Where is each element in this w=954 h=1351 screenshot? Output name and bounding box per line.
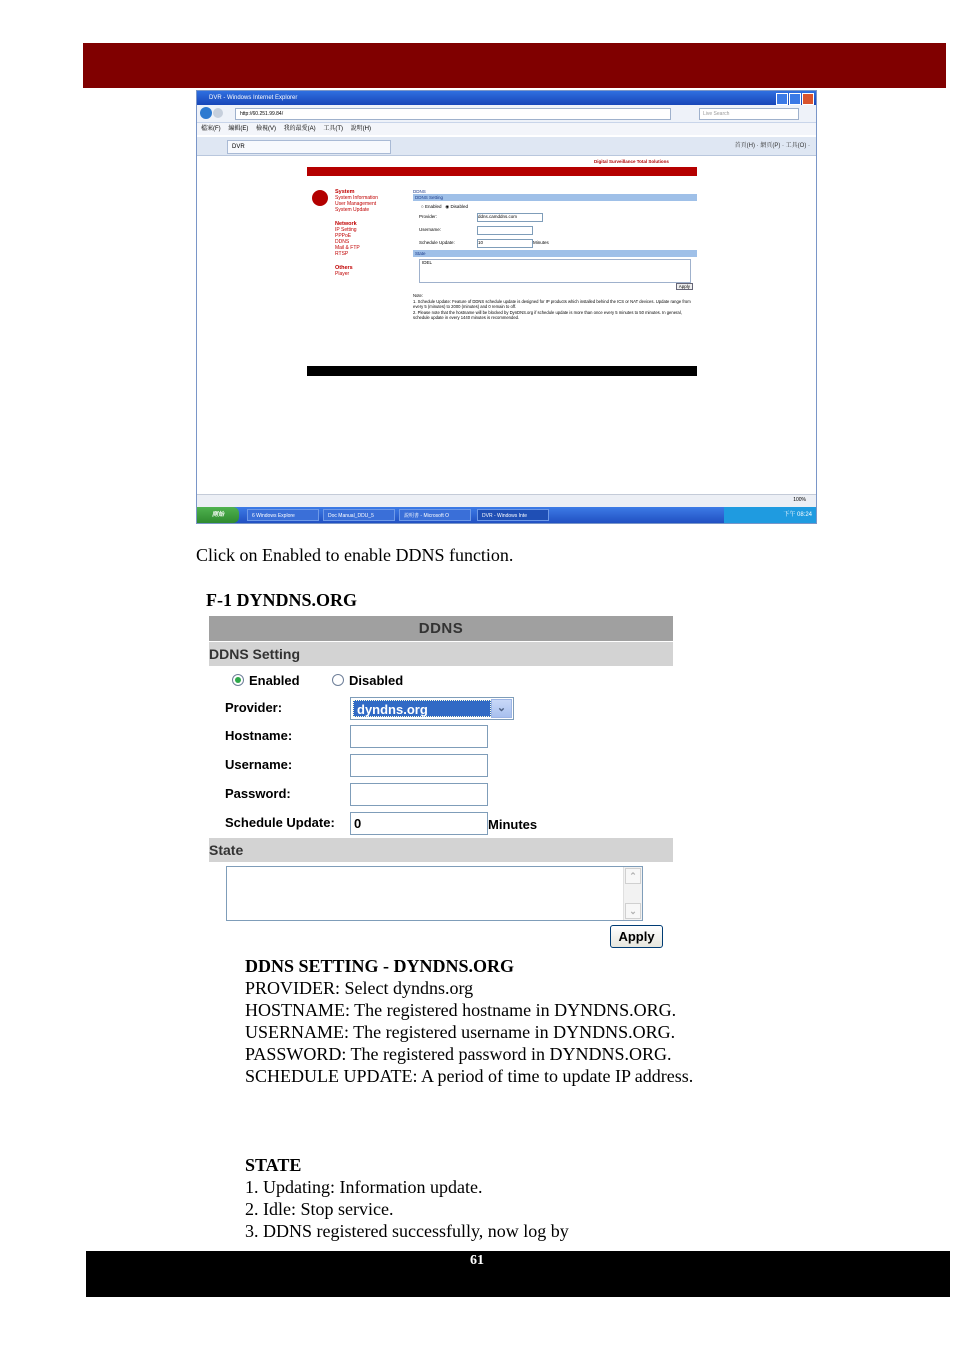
ddns-setting-header: DDNS Setting	[209, 642, 673, 666]
hostname-input[interactable]	[350, 725, 488, 748]
web-apply-row	[413, 284, 697, 289]
web-username-row	[413, 227, 697, 236]
sidebar-heading-system[interactable]: System	[335, 189, 355, 195]
web-note-2: 2. Please note that the hostname will be blocked by DynDNS.org if schedule update is more than once every 5 minutes to 50 minutes. In general, schedule update in every 1440 minutes is recommended.	[413, 309, 682, 320]
sidebar-item[interactable]: PPPoE	[335, 233, 352, 239]
maximize-icon[interactable]	[789, 93, 801, 105]
provider-label: Provider:	[225, 700, 283, 715]
state-line: 3. DDNS registered successfully, now log by	[245, 1221, 569, 1241]
apply-button[interactable]: Apply	[610, 925, 663, 948]
header-bar	[83, 43, 946, 88]
taskbar	[197, 507, 816, 523]
web-radio-enabled[interactable]: ○ Enabled	[421, 204, 442, 209]
back-icon[interactable]	[200, 107, 212, 119]
web-username-label: Username:	[419, 227, 442, 232]
system-tray	[724, 507, 816, 523]
web-ddns-form	[413, 189, 697, 321]
description-line: SCHEDULE UPDATE: A period of time to update IP address.	[245, 1066, 694, 1086]
address-input[interactable]: http://60.251.99.84/	[235, 108, 671, 120]
web-ddns-title: DDNS	[413, 189, 426, 194]
web-state-box[interactable]: IDEL	[419, 259, 691, 283]
description-line: HOSTNAME: The registered hostname in DYNDNS.ORG.	[245, 1000, 677, 1020]
description-heading: DDNS SETTING - DYNDNS.ORG	[245, 956, 515, 976]
sidebar-item[interactable]: System Information	[335, 195, 379, 201]
clock: 下午 08:24	[783, 512, 812, 518]
state-line: 2. Idle: Stop service.	[245, 1199, 394, 1219]
web-ddns-section: DDNS Setting	[413, 194, 697, 201]
start-button[interactable]: 開始	[197, 507, 239, 523]
web-radio-row	[413, 204, 697, 210]
address-bar	[197, 105, 816, 123]
state-line: 1. Updating: Information update.	[245, 1177, 483, 1197]
web-apply-button[interactable]: Apply	[676, 283, 693, 290]
web-radio-disabled[interactable]: ◉ Disabled	[445, 204, 468, 209]
window-title-bar	[197, 91, 816, 105]
sidebar-item[interactable]: DDNS	[335, 239, 350, 245]
web-note-title: Note:	[413, 293, 424, 298]
web-provider-label: Provider:	[419, 214, 438, 219]
close-icon[interactable]	[802, 93, 814, 105]
sidebar-item[interactable]: IP Setting	[335, 227, 357, 233]
ddns-panel	[209, 616, 673, 950]
minimize-icon[interactable]	[776, 93, 788, 105]
web-schedule-input[interactable]: 10	[477, 239, 533, 248]
description-line: PASSWORD: The registered password in DYNDNS.ORG.	[245, 1044, 672, 1064]
web-state-section: State	[413, 250, 697, 257]
tab-dvr[interactable]: DVR	[227, 140, 391, 154]
minutes-label: Minutes	[488, 817, 538, 832]
taskbar-item[interactable]: 6 Windows Explore	[247, 509, 319, 521]
zoom-level[interactable]: 100%	[793, 497, 806, 503]
username-label: Username:	[225, 757, 293, 772]
web-minutes-label: Minutes	[533, 240, 549, 245]
forward-icon[interactable]	[213, 108, 223, 118]
sidebar-item[interactable]: Mail & FTP	[335, 245, 360, 251]
search-input[interactable]: Live Search	[699, 108, 799, 120]
web-schedule-label: Schedule Update:	[419, 240, 455, 245]
enabled-radio[interactable]	[232, 674, 244, 686]
browser-screenshot	[196, 90, 817, 524]
web-note-1: 1. Schedule Update: Feature of DDNS schedule update is designed for IP products which installed behind the ICS or NAT devices. Update range from every 5 (minutes) to 2000 (minutes) and 0 remain to off.	[413, 298, 691, 309]
taskbar-item[interactable]: DVR - Windows Inte	[477, 509, 549, 521]
window-title: DVR - Windows Internet Explorer	[209, 95, 298, 101]
state-scrollbar[interactable]	[623, 867, 642, 920]
provider-select[interactable]	[350, 697, 514, 720]
sidebar-heading-others[interactable]: Others	[335, 265, 353, 271]
web-provider-select[interactable]: ddns.camddns.com	[477, 213, 543, 222]
web-logo	[312, 190, 328, 206]
description-line: PROVIDER: Select dyndns.org	[245, 978, 474, 998]
web-note	[413, 293, 697, 321]
command-bar[interactable]: 首頁(H) · 網頁(P) · 工具(O) ·	[734, 143, 810, 149]
web-footer-bar	[307, 366, 697, 376]
disabled-radio[interactable]	[332, 674, 344, 686]
password-label: Password:	[225, 786, 291, 801]
web-content	[197, 156, 816, 493]
disabled-label: Disabled	[349, 673, 404, 688]
section-heading: F-1 DYNDNS.ORG	[206, 590, 357, 610]
intro-text: Click on Enabled to enable DDNS function.	[196, 545, 514, 565]
state-heading: STATE	[245, 1155, 302, 1175]
sidebar-item[interactable]: RTSP	[335, 251, 349, 257]
username-input[interactable]	[350, 754, 488, 777]
taskbar-item[interactable]: Doc Manual_DDU_5	[323, 509, 395, 521]
taskbar-item[interactable]: 説明書 - Microsoft O	[399, 509, 471, 521]
status-bar	[197, 494, 816, 508]
scroll-down-icon[interactable]: ⌄	[625, 903, 641, 919]
schedule-update-input[interactable]: 0	[350, 812, 488, 835]
sidebar-item[interactable]: System Update	[335, 207, 370, 213]
sidebar-heading-network[interactable]: Network	[335, 221, 357, 227]
state-textarea[interactable]	[226, 866, 643, 921]
web-username-input[interactable]	[477, 226, 533, 235]
panel-title: DDNS	[209, 616, 673, 641]
page-number: 61	[470, 1253, 484, 1268]
schedule-update-label: Schedule Update:	[225, 815, 335, 830]
web-sidebar	[335, 189, 378, 277]
chevron-down-icon[interactable]: ⌄	[491, 699, 512, 718]
tab-strip	[197, 137, 816, 156]
web-subtitle: Digital Surveillance Total Solutions	[594, 159, 669, 164]
password-input[interactable]	[350, 783, 488, 806]
scroll-up-icon[interactable]: ⌃	[625, 868, 641, 884]
enabled-label: Enabled	[249, 673, 300, 688]
sidebar-item[interactable]: Player	[335, 271, 350, 277]
provider-value: dyndns.org	[353, 700, 491, 717]
menu-bar[interactable]: 檔案(F) 編輯(E) 檢視(V) 我的最愛(A) 工具(T) 說明(H)	[197, 123, 816, 135]
sidebar-item[interactable]: User Management	[335, 201, 377, 207]
hostname-label: Hostname:	[225, 728, 293, 743]
web-provider-row	[413, 214, 697, 223]
description-line: USERNAME: The registered username in DYNDNS.ORG.	[245, 1022, 676, 1042]
web-red-banner	[307, 167, 697, 176]
state-header: State	[209, 838, 673, 862]
web-schedule-row	[413, 240, 697, 249]
